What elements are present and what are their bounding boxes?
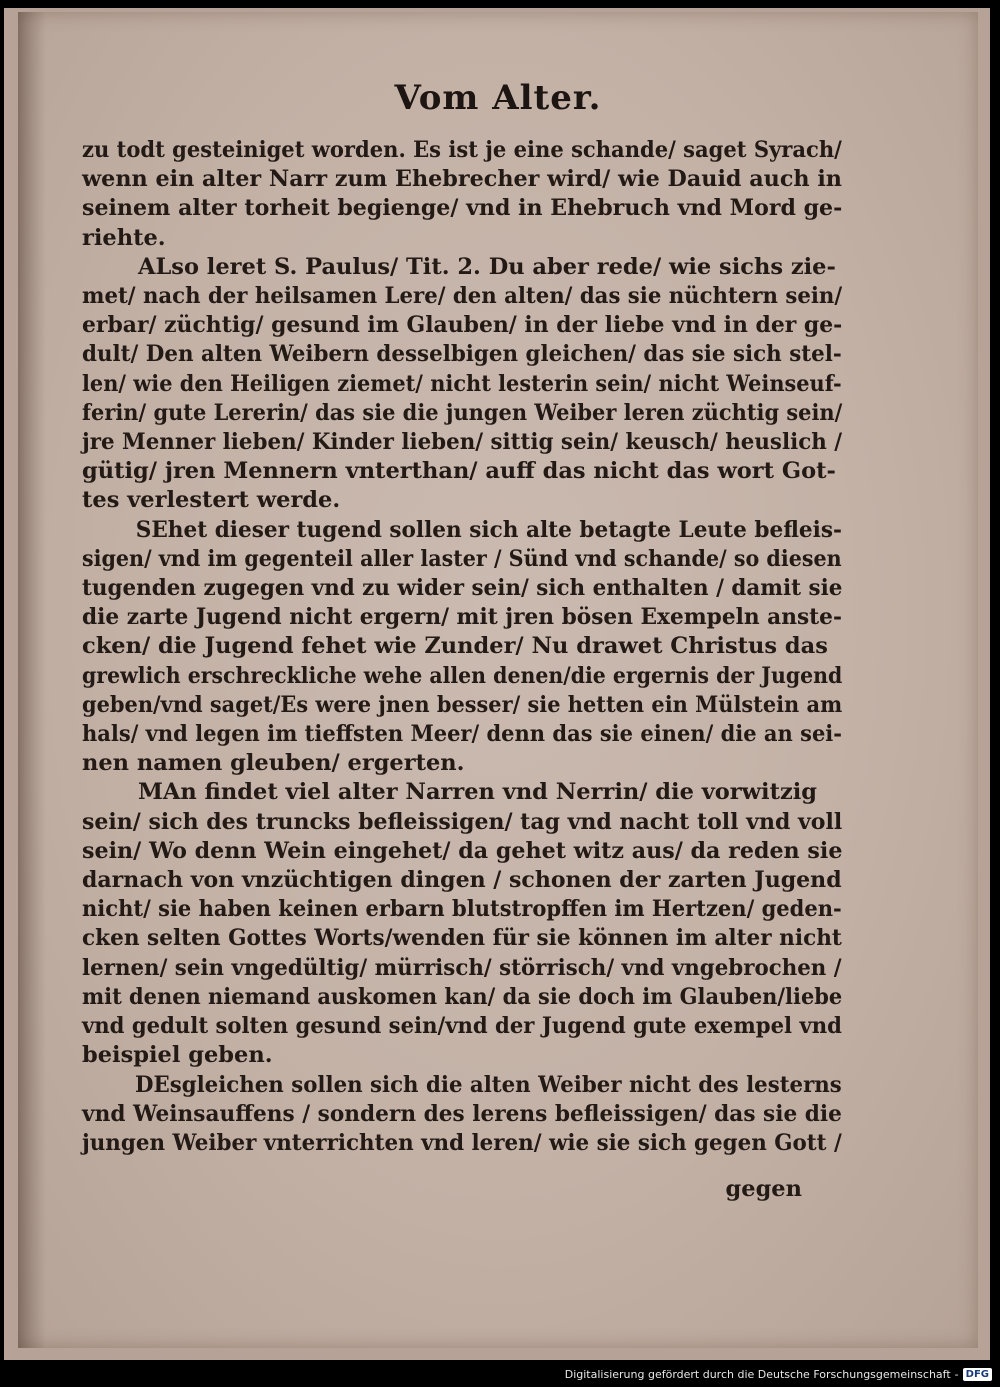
- text-line: jungen Weiber vnterrichten vnd leren/ wie sie sich gegen Gott /: [82, 1129, 842, 1156]
- text-line: grewlich erschreckliche wehe allen denen/die ergernis der Jugend: [82, 662, 843, 689]
- text-line: lernen/ sein vngedültig/ mürrisch/ störrisch/ vnd vngebrochen /: [82, 954, 842, 981]
- book-page: [18, 12, 978, 1348]
- text-line: tugenden zugegen vnd zu wider sein/ sich enthalten / damit sie: [82, 575, 843, 602]
- scan-background: [4, 8, 990, 1360]
- text-line: zu todt gesteiniget worden. Es ist je eine schande/ saget Syrach/: [82, 137, 842, 163]
- text-line: beispiel geben.: [82, 1042, 273, 1069]
- text-line: nicht/ sie haben keinen erbarn blutstropffen im Hertzen/ geden-: [82, 896, 842, 923]
- footer-credit: Digitalisierung gefördert durch die Deutsche Forschungsgemeinschaft - DFG: [565, 1363, 992, 1385]
- text-line: SEhet dieser tugend sollen sich alte betagte Leute befleis-: [135, 516, 842, 543]
- text-line: vnd Weinsauffens / sondern des lerens befleissigen/ das sie die: [82, 1100, 842, 1127]
- text-line: DEsgleichen sollen sich die alten Weiber nicht des lesterns: [135, 1071, 842, 1098]
- text-line: gütig/ jren Mennern vnterthan/ auff das nicht das wort Got-: [82, 458, 836, 485]
- text-line: geben/vnd saget/Es were jnen besser/ sie hetten ein Mülstein am: [82, 691, 843, 718]
- text-line: tes verlestert werde.: [82, 487, 341, 514]
- text-line: sein/ sich des truncks befleissigen/ tag vnd nacht toll vnd voll: [82, 808, 843, 835]
- text-line: cken selten Gottes Worts/wenden für sie können im alter nicht: [82, 925, 842, 952]
- footer-text: Digitalisierung gefördert durch die Deutsche Forschungsgemeinschaft: [564, 1367, 951, 1381]
- text-line: nen namen gleuben/ ergerten.: [82, 750, 465, 777]
- text-line: MAn findet viel alter Narren vnd Nerrin/ die vorwitzig: [138, 779, 818, 806]
- text-line: ALso leret S. Paulus/ Tit. 2. Du aber rede/ wie sichs zie-: [138, 253, 836, 280]
- page-gutter-shadow: [18, 12, 46, 1348]
- text-line: met/ nach der heilsamen Lere/ den alten/ das sie nüchtern sein/: [82, 283, 843, 310]
- text-line: dult/ Den alten Weibern desselbigen gleichen/ das sie sich stel-: [82, 341, 842, 368]
- text-line: sein/ Wo denn Wein eingehet/ da gehet witz aus/ da reden sie: [82, 837, 843, 864]
- text-line: sigen/ vnd im gegenteil aller laster / Sünd vnd schande/ so diesen: [82, 545, 842, 572]
- text-line: darnach von vnzüchtigen dingen / schonen der zarten Jugend: [82, 867, 842, 894]
- dfg-logo-icon: DFG: [963, 1368, 992, 1381]
- text-line: jre Menner lieben/ Kinder lieben/ sittig sein/ keusch/ heuslich /: [82, 429, 843, 456]
- page-body: [82, 136, 842, 1158]
- page-title: Vom Alter.: [394, 78, 602, 118]
- catchword: gegen: [725, 1176, 802, 1202]
- text-line: riehte.: [82, 224, 166, 251]
- text-line: mit denen niemand auskomen kan/ da sie doch im Glauben/liebe: [82, 983, 843, 1010]
- text-line: die zarte Jugend nicht ergern/ mit jren bösen Exempeln anste-: [82, 604, 842, 631]
- text-line: erbar/ züchtig/ gesund im Glauben/ in der liebe vnd in der ge-: [82, 312, 843, 339]
- text-line: cken/ die Jugend fehet wie Zunder/ Nu drawet Christus das: [82, 633, 828, 660]
- text-line: seinem alter torheit begienge/ vnd in Ehebruch vnd Mord ge-: [82, 195, 843, 222]
- text-line: len/ wie den Heiligen ziemet/ nicht lesterin sein/ nicht Weinseuf-: [82, 370, 842, 397]
- text-line: ferin/ gute Lererin/ das sie die jungen Weiber leren züchtig sein/: [82, 399, 843, 426]
- text-line: hals/ vnd legen im tieffsten Meer/ denn das sie einen/ die an sei-: [82, 721, 843, 748]
- text-line: wenn ein alter Narr zum Ehebrecher wird/ wie Dauid auch in: [82, 166, 842, 193]
- text-line: vnd gedult solten gesund sein/vnd der Jugend gute exempel vnd: [82, 1013, 842, 1040]
